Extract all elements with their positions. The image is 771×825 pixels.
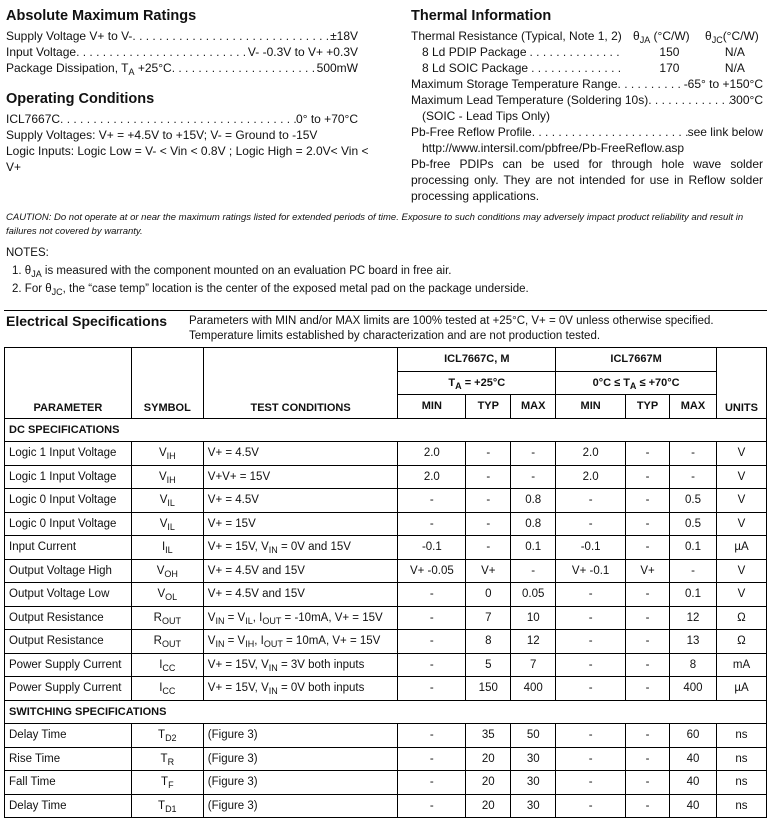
typ-cell: - (466, 489, 511, 513)
spec-note: (SOIC - Lead Tips Only) (422, 109, 551, 123)
units-cell: ns (716, 771, 766, 795)
thermal-package-row: 8 Ld PDIP Package . . . 150 N/A (411, 44, 763, 60)
thermal-package-row: 8 Ld SOIC Package . . . 170 N/A (411, 60, 763, 76)
min-cell: - (556, 653, 626, 677)
max-cell: 40 (670, 747, 717, 771)
min-cell: - (556, 606, 626, 630)
units-cell: µA (716, 536, 766, 560)
test-conditions-cell: V+ = 15V, $V_{IN} = 3V$ both inputs (203, 653, 398, 677)
typ-cell: - (626, 465, 670, 489)
parameter-cell: Logic 0 Input Voltage (5, 512, 132, 536)
max-cell: 0.5 (670, 512, 717, 536)
typ-cell: - (626, 583, 670, 607)
typ-cell: - (626, 489, 670, 513)
units-cell: µA (716, 677, 766, 701)
max-cell: 7 (511, 653, 556, 677)
max-cell: 40 (670, 771, 717, 795)
test-conditions-cell: (Figure 3) (203, 794, 398, 818)
units-cell: V (716, 583, 766, 607)
min-cell: 2.0 (556, 465, 626, 489)
max-cell: 50 (511, 724, 556, 748)
header-group2-condition: $0^\circ C \le T_A \le +70^\circ C$ (556, 371, 717, 395)
reflow-link[interactable]: http://www.intersil.com/pbfree/Pb-FreeReflow.asp (422, 141, 685, 155)
min-cell: - (398, 747, 466, 771)
test-conditions-cell: V+V+ = 15V (203, 465, 398, 489)
table-row (5, 724, 767, 748)
min-cell: - (398, 489, 466, 513)
units-cell: ns (716, 724, 766, 748)
typ-cell: - (626, 771, 670, 795)
min-cell: - (556, 747, 626, 771)
pdip-note: Pb-free PDIPs can be used for through hole wave solder processing only. They are not intended for use in Reflow solder processing applications. (411, 157, 763, 203)
max-cell: - (670, 442, 717, 466)
typ-cell: 20 (466, 771, 511, 795)
max-cell: 40 (670, 794, 717, 818)
max-cell: - (670, 465, 717, 489)
table-row (5, 771, 767, 795)
test-conditions-cell: V+ = 15V, $V_{IN} = 0V$ both inputs (203, 677, 398, 701)
symbol-cell: $V_{IL}$ (131, 512, 203, 536)
header-units: UNITS (716, 348, 766, 419)
max-cell: 30 (511, 771, 556, 795)
thermal-information-section (411, 8, 763, 204)
header-parameter: PARAMETER (5, 348, 132, 419)
max-cell: 0.1 (511, 536, 556, 560)
section-title: Absolute Maximum Ratings (6, 8, 197, 24)
header-test-conditions: TEST CONDITIONS (203, 348, 398, 419)
table-row (5, 489, 767, 513)
max-cell: 0.5 (670, 489, 717, 513)
min-cell: -0.1 (556, 536, 626, 560)
header-max: MAX (670, 395, 717, 419)
spec-line: V+ (6, 160, 22, 174)
min-cell: - (398, 512, 466, 536)
typ-cell: 5 (466, 653, 511, 677)
table-row (5, 653, 767, 677)
typ-cell: 7 (466, 606, 511, 630)
max-cell: 0.8 (511, 512, 556, 536)
spec-line: ICL7667C . . . 0° to +70°C (6, 111, 358, 127)
min-cell: V+ -0.05 (398, 559, 466, 583)
min-cell: - (398, 606, 466, 630)
typ-cell: - (626, 653, 670, 677)
min-cell: V+ -0.1 (556, 559, 626, 583)
test-conditions-cell: V+ = 4.5V (203, 442, 398, 466)
divider (4, 310, 767, 311)
min-cell: - (398, 724, 466, 748)
test-conditions-cell: $V_{IN} = V_{IL}$, $I_{OUT} = -10mA$, V+ = 15V (203, 606, 398, 630)
spec-line: Logic Inputs: Logic Low = V- < Vin < 0.8V ; Logic High = 2.0V< Vin < (6, 144, 369, 158)
parameter-cell: Output Voltage Low (5, 583, 132, 607)
typ-cell: V+ (626, 559, 670, 583)
table-row (5, 606, 767, 630)
spec-line: Input Voltage . . . V- -0.3V to V+ +0.3V (6, 44, 358, 60)
spec-line: Pb-Free Reflow Profile . . . see link below (411, 124, 763, 140)
symbol-cell: $V_{IH}$ (131, 465, 203, 489)
symbol-cell: $V_{OL}$ (131, 583, 203, 607)
min-cell: 2.0 (398, 465, 466, 489)
max-cell: 0.05 (511, 583, 556, 607)
max-cell: - (511, 465, 556, 489)
parameter-cell: Output Resistance (5, 606, 132, 630)
spec-line: Maximum Storage Temperature Range . . . -65° to +150°C (411, 76, 763, 92)
typ-cell: - (626, 794, 670, 818)
symbol-cell: $I_{CC}$ (131, 677, 203, 701)
test-conditions-cell: $V_{IN} = V_{IH}$, $I_{OUT} = 10mA$, V+ = 15V (203, 630, 398, 654)
min-cell: - (398, 630, 466, 654)
parameter-cell: Input Current (5, 536, 132, 560)
typ-cell: - (466, 536, 511, 560)
units-cell: V (716, 559, 766, 583)
max-cell: 400 (670, 677, 717, 701)
parameter-cell: Output Voltage High (5, 559, 132, 583)
typ-cell: - (626, 512, 670, 536)
section-title: Thermal Information (411, 8, 552, 24)
spec-line: Supply Voltages: V+ = +4.5V to +15V; V- = Ground to -15V (6, 128, 318, 142)
min-cell: - (398, 794, 466, 818)
symbol-cell: $R_{OUT}$ (131, 630, 203, 654)
test-conditions-cell: V+ = 15V (203, 512, 398, 536)
min-cell: - (398, 771, 466, 795)
section-heading: DC SPECIFICATIONS (5, 418, 767, 442)
table-row (5, 512, 767, 536)
min-cell: - (556, 512, 626, 536)
min-cell: - (556, 630, 626, 654)
units-cell: Ω (716, 630, 766, 654)
test-conditions-cell: V+ = 4.5V (203, 489, 398, 513)
symbol-cell: $I_{IL}$ (131, 536, 203, 560)
max-cell: 0.1 (670, 536, 717, 560)
table-row (5, 747, 767, 771)
test-conditions-cell: (Figure 3) (203, 747, 398, 771)
min-cell: - (556, 489, 626, 513)
typ-cell: 20 (466, 747, 511, 771)
min-cell: - (556, 724, 626, 748)
min-cell: 2.0 (398, 442, 466, 466)
table-row (5, 583, 767, 607)
electrical-specs-description: Parameters with MIN and/or MAX limits are 100% tested at +25°C, V+ = 0V unless otherwise specified. Temperature limits established by characterization and are not production tested. (189, 315, 714, 342)
spec-line: Supply Voltage V+ to V- . . . ±18V (6, 28, 358, 44)
test-conditions-cell: V+ = 4.5V and 15V (203, 583, 398, 607)
typ-cell: - (626, 677, 670, 701)
table-row (5, 465, 767, 489)
symbol-cell: $T_{D1}$ (131, 794, 203, 818)
min-cell: -0.1 (398, 536, 466, 560)
notes-title: NOTES: (6, 247, 49, 259)
max-cell: 30 (511, 747, 556, 771)
dc-specifications-heading (5, 418, 767, 442)
section-title: Operating Conditions (6, 91, 155, 107)
max-cell: 30 (511, 794, 556, 818)
typ-cell: - (626, 747, 670, 771)
units-cell: Ω (716, 606, 766, 630)
symbol-cell: $V_{OH}$ (131, 559, 203, 583)
max-cell: 60 (670, 724, 717, 748)
max-cell: 0.8 (511, 489, 556, 513)
header-group-icl7667cm: ICL7667C, M (398, 348, 556, 372)
typ-cell: 35 (466, 724, 511, 748)
typ-cell: 150 (466, 677, 511, 701)
typ-cell: 0 (466, 583, 511, 607)
max-cell: - (670, 559, 717, 583)
note-item: 2. For $\theta_{JC}$, the “case temp” location is the center of the exposed metal pad on the package underside. (12, 283, 529, 297)
header-min: MIN (398, 395, 466, 419)
symbol-cell: $T_R$ (131, 747, 203, 771)
typ-cell: 8 (466, 630, 511, 654)
parameter-cell: Logic 1 Input Voltage (5, 465, 132, 489)
notes-section (6, 244, 766, 298)
typ-cell: V+ (466, 559, 511, 583)
test-conditions-cell: V+ = 15V, $V_{IN} = 0V$ and 15V (203, 536, 398, 560)
units-cell: V (716, 442, 766, 466)
min-cell: - (556, 794, 626, 818)
spec-line: Maximum Lead Temperature (Soldering 10s) . . . 300°C (411, 92, 763, 108)
typ-cell: 20 (466, 794, 511, 818)
header-max: MAX (511, 395, 556, 419)
caution-text: CAUTION: Do not operate at or near the maximum ratings listed for extended periods of time. Exposure to such conditions may adversely impact product reliability and result in failures not covered by warranty. (6, 212, 744, 237)
min-cell: - (398, 677, 466, 701)
units-cell: ns (716, 747, 766, 771)
parameter-cell: Logic 1 Input Voltage (5, 442, 132, 466)
units-cell: V (716, 465, 766, 489)
header-group-icl7667m: ICL7667M (556, 348, 717, 372)
typ-cell: - (466, 512, 511, 536)
electrical-spec-table (4, 347, 767, 818)
switching-specifications-heading (5, 700, 767, 724)
max-cell: - (511, 559, 556, 583)
parameter-cell: Delay Time (5, 794, 132, 818)
max-cell: 8 (670, 653, 717, 677)
typ-cell: - (626, 630, 670, 654)
symbol-cell: $T_F$ (131, 771, 203, 795)
table-row (5, 794, 767, 818)
header-typ: TYP (626, 395, 670, 419)
parameter-cell: Logic 0 Input Voltage (5, 489, 132, 513)
test-conditions-cell: V+ = 4.5V and 15V (203, 559, 398, 583)
note-item: 1. $\theta_{JA}$ is measured with the component mounted on an evaluation PC board in free air. (12, 265, 452, 279)
min-cell: - (398, 583, 466, 607)
thermal-header: Thermal Resistance (Typical, Note 1, 2) $\theta_{JA}$ (°C/W) $\theta_{JC}(^\circ C/W)$ (411, 29, 759, 45)
symbol-cell: $I_{CC}$ (131, 653, 203, 677)
table-row (5, 630, 767, 654)
typ-cell: - (466, 465, 511, 489)
typ-cell: - (626, 442, 670, 466)
test-conditions-cell: (Figure 3) (203, 771, 398, 795)
units-cell: mA (716, 653, 766, 677)
parameter-cell: Rise Time (5, 747, 132, 771)
max-cell: 12 (670, 606, 717, 630)
test-conditions-cell: (Figure 3) (203, 724, 398, 748)
absolute-maximum-ratings-section (6, 8, 358, 76)
symbol-cell: $V_{IH}$ (131, 442, 203, 466)
electrical-specs-title: Electrical Specifications (6, 313, 168, 329)
parameter-cell: Delay Time (5, 724, 132, 748)
typ-cell: - (466, 442, 511, 466)
max-cell: 13 (670, 630, 717, 654)
table-row (5, 442, 767, 466)
parameter-cell: Power Supply Current (5, 653, 132, 677)
table-row (5, 536, 767, 560)
min-cell: - (398, 653, 466, 677)
operating-conditions-section (6, 91, 369, 175)
units-cell: V (716, 512, 766, 536)
table-row (5, 559, 767, 583)
spec-line: Package Dissipation, $T_A +25^\circ C$ . . . 500mW (6, 60, 358, 76)
max-cell: - (511, 442, 556, 466)
min-cell: 2.0 (556, 442, 626, 466)
units-cell: ns (716, 794, 766, 818)
parameter-cell: Output Resistance (5, 630, 132, 654)
symbol-cell: $T_{D2}$ (131, 724, 203, 748)
typ-cell: - (626, 606, 670, 630)
symbol-cell: $V_{IL}$ (131, 489, 203, 513)
min-cell: - (556, 583, 626, 607)
header-typ: TYP (466, 395, 511, 419)
header-group1-condition: $T_A = +25^\circ C$ (398, 371, 556, 395)
typ-cell: - (626, 536, 670, 560)
max-cell: 12 (511, 630, 556, 654)
max-cell: 0.1 (670, 583, 717, 607)
max-cell: 10 (511, 606, 556, 630)
table-row (5, 677, 767, 701)
max-cell: 400 (511, 677, 556, 701)
section-heading: SWITCHING SPECIFICATIONS (5, 700, 767, 724)
header-min: MIN (556, 395, 626, 419)
min-cell: - (556, 677, 626, 701)
symbol-cell: $R_{OUT}$ (131, 606, 203, 630)
units-cell: V (716, 489, 766, 513)
parameter-cell: Power Supply Current (5, 677, 132, 701)
typ-cell: - (626, 724, 670, 748)
parameter-cell: Fall Time (5, 771, 132, 795)
header-symbol: SYMBOL (131, 348, 203, 419)
min-cell: - (556, 771, 626, 795)
